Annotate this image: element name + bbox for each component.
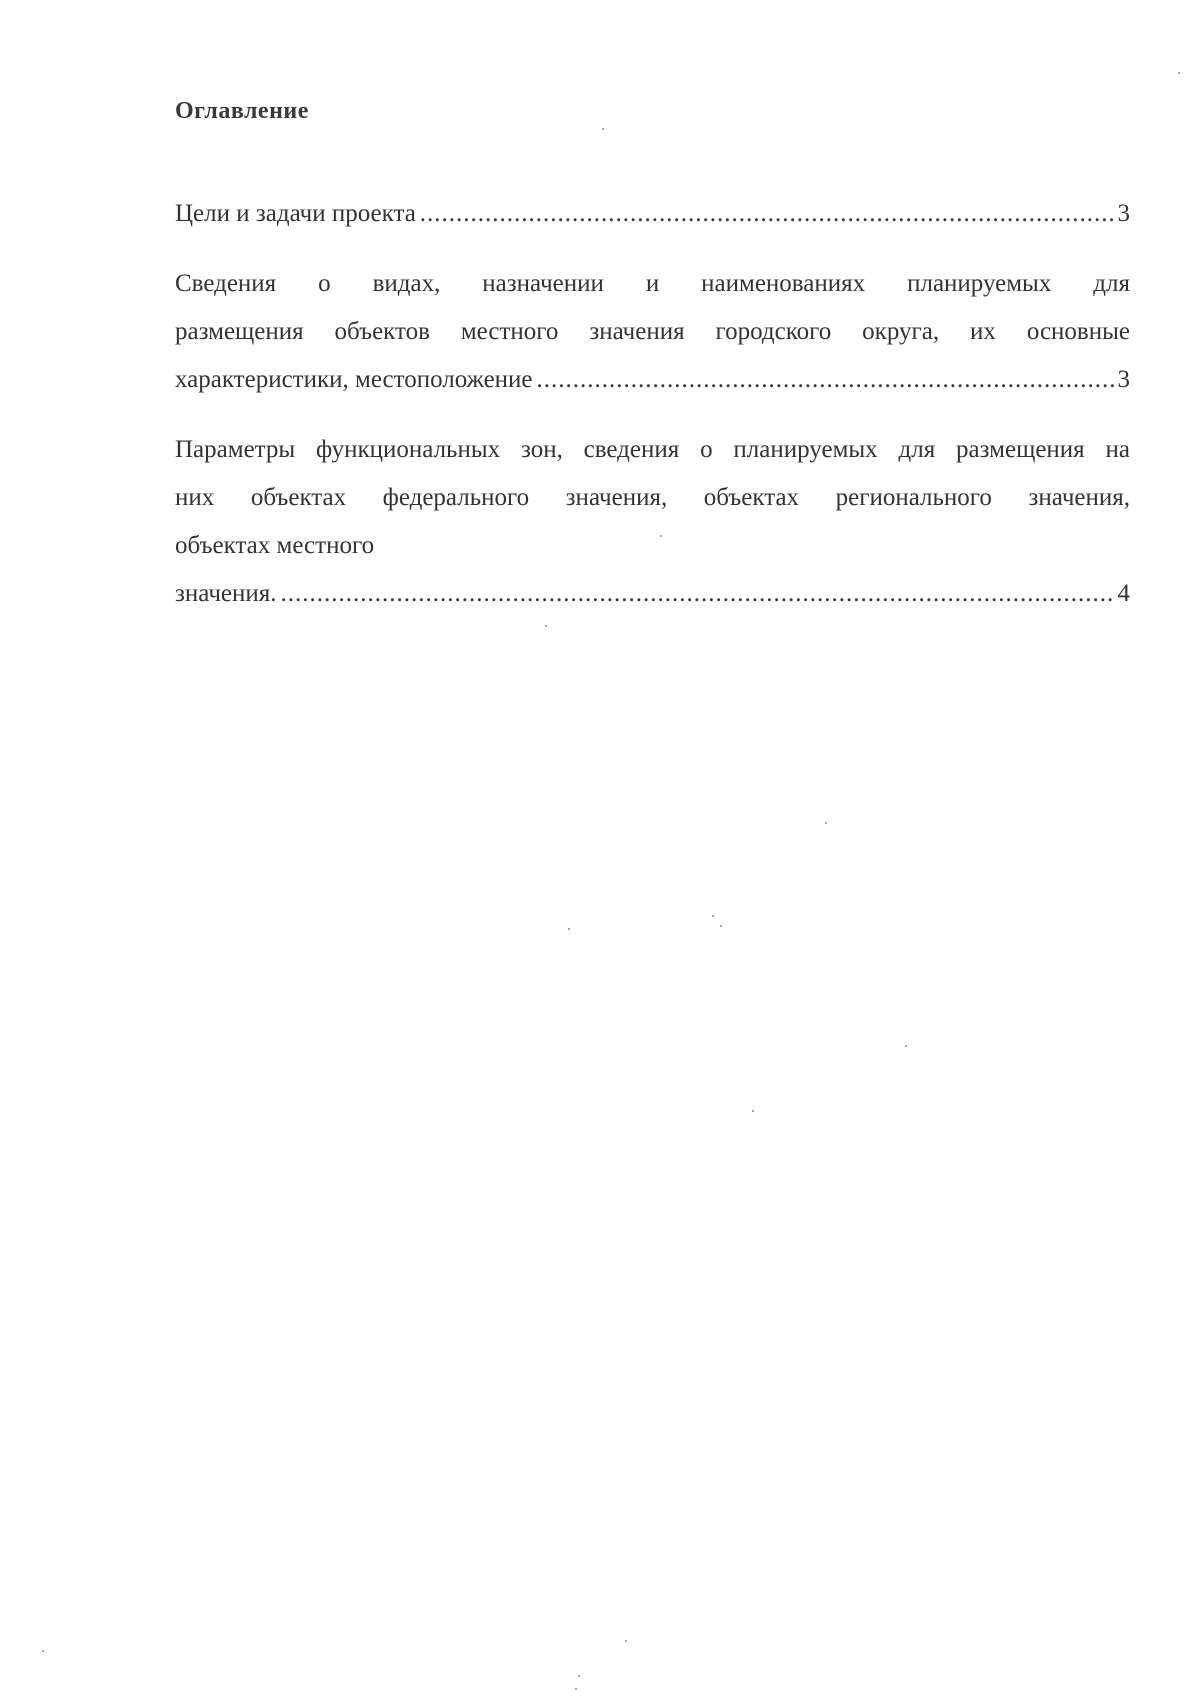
scan-speck bbox=[578, 1675, 580, 1677]
scan-speck bbox=[1178, 72, 1180, 74]
toc-page-number: 3 bbox=[1117, 200, 1130, 227]
toc-heading: Оглавление bbox=[175, 98, 309, 124]
scan-speck bbox=[545, 625, 547, 627]
toc-entry-title: значения. bbox=[175, 580, 277, 607]
toc-entry-title: характеристики, местоположение bbox=[175, 366, 533, 393]
scan-speck bbox=[568, 928, 570, 930]
toc-page-number: 4 bbox=[1117, 580, 1130, 607]
dot-leader bbox=[281, 570, 1116, 618]
table-of-contents bbox=[175, 190, 1130, 640]
toc-entry-line bbox=[175, 356, 1130, 404]
toc-entry-line bbox=[175, 570, 1130, 618]
scan-speck bbox=[660, 535, 662, 537]
toc-entry[interactable] bbox=[175, 426, 1130, 618]
toc-entry-line: Параметры функциональных зон, сведения о планируемых для размещения на bbox=[175, 436, 1130, 463]
scan-speck bbox=[825, 822, 827, 824]
toc-entry-line bbox=[175, 190, 1130, 238]
scan-speck bbox=[42, 1650, 44, 1652]
toc-entry-title: Цели и задачи проекта bbox=[175, 200, 416, 227]
toc-entry-line: Сведения о видах, назначении и наименованиях планируемых для bbox=[175, 270, 1130, 297]
toc-entry[interactable] bbox=[175, 260, 1130, 404]
toc-page-number: 3 bbox=[1117, 366, 1130, 393]
toc-entry[interactable] bbox=[175, 190, 1130, 238]
toc-entry-line: них объектах федерального значения, объектах регионального значения, bbox=[175, 484, 1130, 511]
dot-leader bbox=[420, 190, 1116, 238]
scan-speck bbox=[752, 1110, 754, 1112]
toc-entry-line: объектах местного bbox=[175, 532, 375, 559]
scan-speck bbox=[625, 1640, 627, 1642]
scan-speck bbox=[905, 1045, 907, 1047]
scan-speck bbox=[602, 128, 604, 130]
toc-entry-line: размещения объектов местного значения городского округа, их основные bbox=[175, 318, 1130, 345]
scan-speck bbox=[575, 1688, 577, 1690]
scan-speck bbox=[712, 915, 714, 917]
scan-speck bbox=[720, 925, 722, 927]
dot-leader bbox=[537, 356, 1116, 404]
